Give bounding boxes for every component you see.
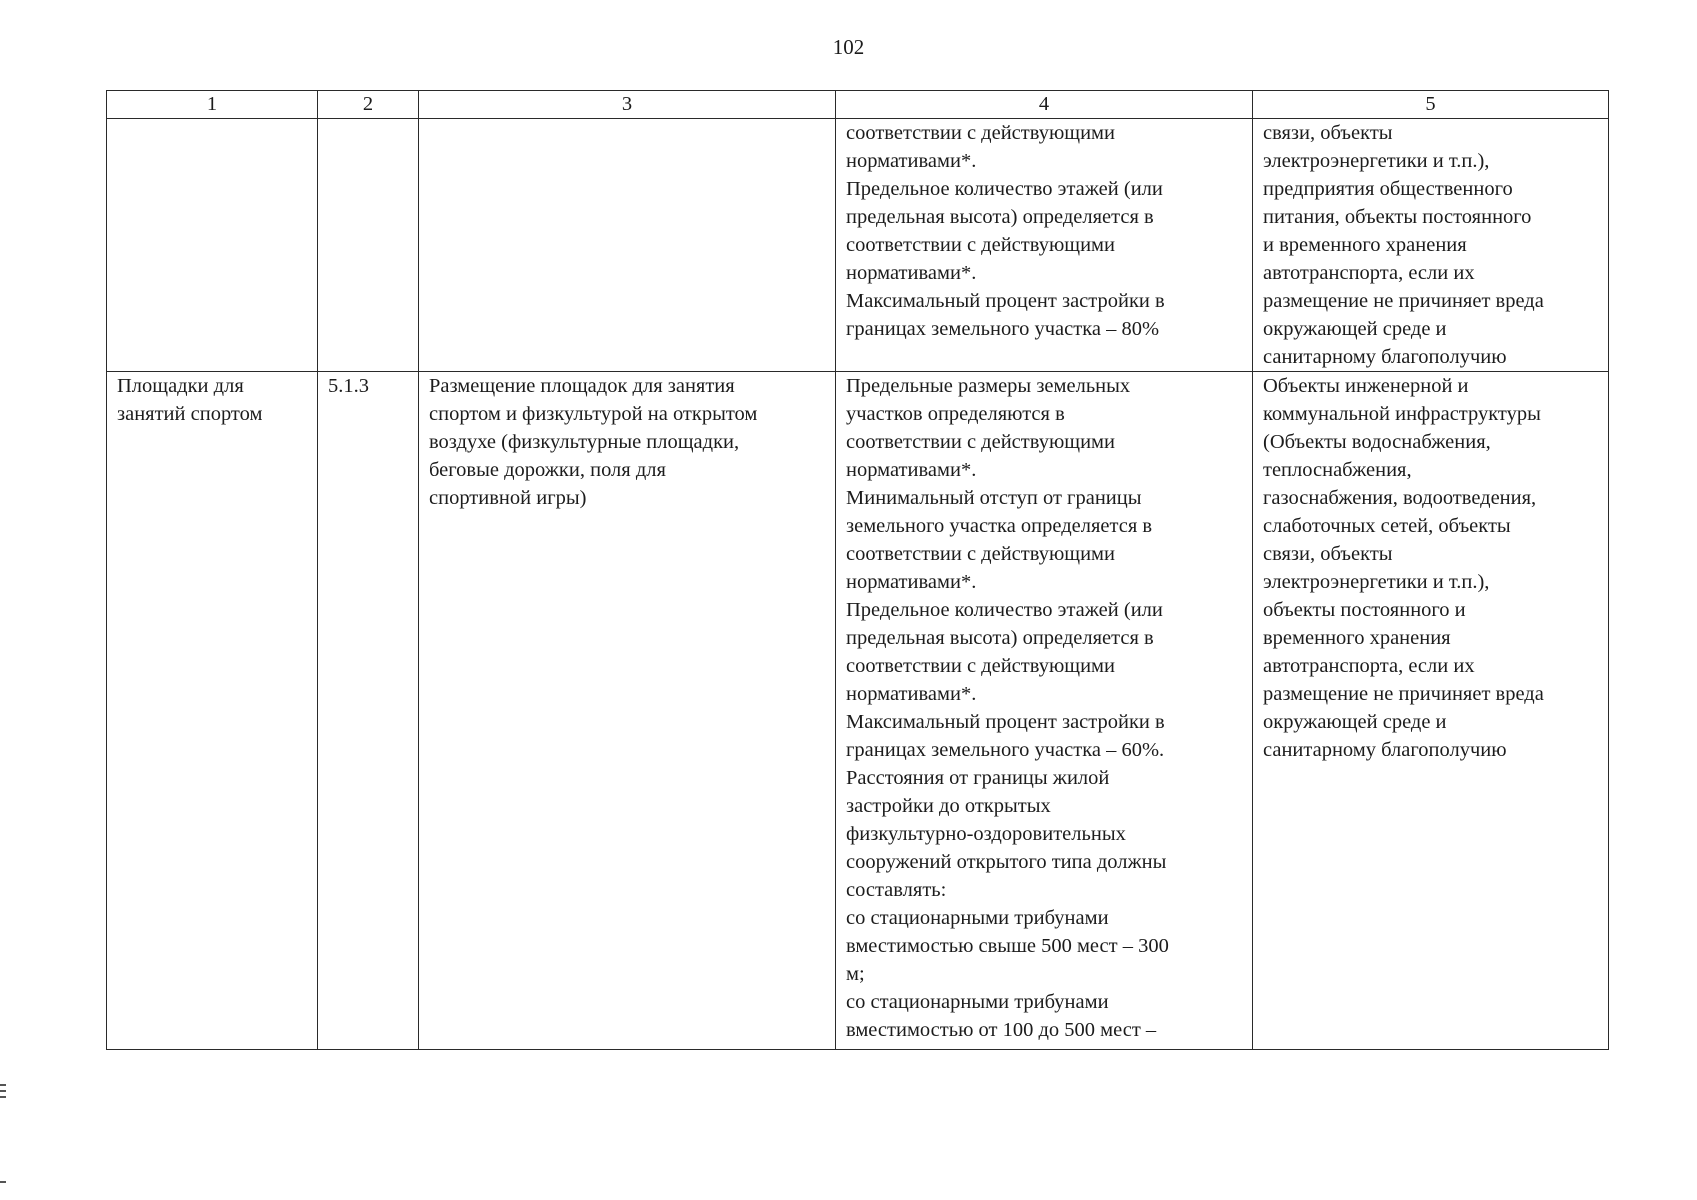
cell-text-line: земельного участка определяется в	[846, 515, 1153, 537]
cell-text-line: санитарному благополучию	[1263, 739, 1507, 761]
cell-text-line: участков определяются в	[846, 403, 1065, 425]
header-col-5: 5	[1253, 91, 1609, 119]
cell-text-line: теплоснабжения,	[1263, 459, 1412, 481]
cell-text-line: вместимостью от 100 до 500 мест –	[846, 1019, 1157, 1041]
cell-text-line: нормативами*.	[846, 150, 977, 172]
cell-text-line: соответствии с действующими	[846, 431, 1115, 453]
cell-text-line: размещение не причиняет вреда	[1263, 683, 1544, 705]
cell-text-line: Максимальный процент застройки в	[846, 290, 1165, 312]
cell-description	[419, 372, 836, 1050]
cell-text-line: питания, объекты постоянного	[1263, 206, 1532, 228]
cell-text-line: границах земельного участка – 80%	[846, 318, 1160, 340]
scan-margin-mark	[0, 1084, 6, 1086]
cell-text-line: занятий спортом	[117, 403, 263, 425]
table-header-row	[107, 91, 1609, 119]
cell-text-line: санитарному благополучию	[1263, 346, 1507, 368]
cell-text-line: временного хранения	[1263, 627, 1451, 649]
header-col-2: 2	[318, 91, 419, 119]
cell-text-line: Минимальный отступ от границы	[846, 487, 1142, 509]
cell-auxiliary-uses	[1253, 119, 1609, 372]
cell-text-line: размещение не причиняет вреда	[1263, 290, 1544, 312]
cell-text-line: спортивной игры)	[429, 487, 587, 509]
cell-text-line: нормативами*.	[846, 683, 977, 705]
cell-text-line: Расстояния от границы жилой	[846, 767, 1110, 789]
cell-text-line: беговые дорожки, поля для	[429, 459, 666, 481]
cell-text-line: автотранспорта, если их	[1263, 655, 1475, 677]
cell-text-line: составлять:	[846, 879, 947, 901]
header-col-3: 3	[419, 91, 836, 119]
cell-text-line: соответствии с действующими	[846, 234, 1115, 256]
cell-text-line: связи, объекты	[1263, 122, 1393, 144]
cell-parameters	[836, 119, 1253, 372]
cell-text-line: вместимостью свыше 500 мест – 300	[846, 935, 1169, 957]
cell-text-line: застройки до открытых	[846, 795, 1051, 817]
cell-text-line: спортом и физкультурой на открытом	[429, 403, 758, 425]
cell-text-line: Предельные размеры земельных	[846, 375, 1131, 397]
cell-text-line: (Объекты водоснабжения,	[1263, 431, 1491, 453]
cell-text-line: окружающей среде и	[1263, 318, 1447, 340]
cell-text-line: и временного хранения	[1263, 234, 1467, 256]
cell-text-line: газоснабжения, водоотведения,	[1263, 487, 1537, 509]
scan-margin-mark	[0, 1096, 6, 1098]
cell-text-line: сооружений открытого типа должны	[846, 851, 1167, 873]
cell-code	[318, 372, 419, 1050]
cell-text-line: Предельное количество этажей (или	[846, 599, 1163, 621]
cell-use-type	[107, 372, 318, 1050]
cell-text-line: физкультурно-оздоровительных	[846, 823, 1126, 845]
cell-text-line: 5.1.3	[328, 375, 369, 397]
cell-text-line: соответствии с действующими	[846, 122, 1115, 144]
cell-code	[318, 119, 419, 372]
cell-text-line: предельная высота) определяется в	[846, 206, 1154, 228]
cell-text-line: Площадки для	[117, 375, 244, 397]
cell-text-line: электроэнергетики и т.п.),	[1263, 571, 1490, 593]
cell-text-line: Объекты инженерной и	[1263, 375, 1469, 397]
cell-text-line: слаботочных сетей, объекты	[1263, 515, 1511, 537]
page-number: 102	[832, 35, 865, 59]
cell-text-line: соответствии с действующими	[846, 655, 1115, 677]
cell-text-line: объекты постоянного и	[1263, 599, 1466, 621]
scan-margin-mark	[0, 1090, 6, 1092]
regulations-table	[106, 90, 1609, 1050]
cell-text-line: автотранспорта, если их	[1263, 262, 1475, 284]
cell-text-line: со стационарными трибунами	[846, 991, 1109, 1013]
cell-text-line: Предельное количество этажей (или	[846, 178, 1163, 200]
cell-text-line: Максимальный процент застройки в	[846, 711, 1165, 733]
cell-text-line: м;	[846, 963, 865, 985]
scan-margin-mark	[0, 1181, 6, 1183]
cell-text-line: со стационарными трибунами	[846, 907, 1109, 929]
cell-use-type	[107, 119, 318, 372]
cell-text-line: предприятия общественного	[1263, 178, 1513, 200]
cell-text-line: нормативами*.	[846, 459, 977, 481]
cell-text-line: электроэнергетики и т.п.),	[1263, 150, 1490, 172]
cell-text-line: коммунальной инфраструктуры	[1263, 403, 1541, 425]
cell-text-line: воздухе (физкультурные площадки,	[429, 431, 740, 453]
table-row	[107, 119, 1609, 372]
cell-description	[419, 119, 836, 372]
cell-text-line: нормативами*.	[846, 571, 977, 593]
cell-parameters	[836, 372, 1253, 1050]
table-row	[107, 372, 1609, 1050]
cell-text-line: предельная высота) определяется в	[846, 627, 1154, 649]
cell-text-line: окружающей среде и	[1263, 711, 1447, 733]
header-col-1: 1	[107, 91, 318, 119]
cell-text-line: нормативами*.	[846, 262, 977, 284]
cell-text-line: соответствии с действующими	[846, 543, 1115, 565]
cell-text-line: связи, объекты	[1263, 543, 1393, 565]
cell-text-line: Размещение площадок для занятия	[429, 375, 735, 397]
header-col-4: 4	[836, 91, 1253, 119]
cell-auxiliary-uses	[1253, 372, 1609, 1050]
cell-text-line: границах земельного участка – 60%.	[846, 739, 1165, 761]
